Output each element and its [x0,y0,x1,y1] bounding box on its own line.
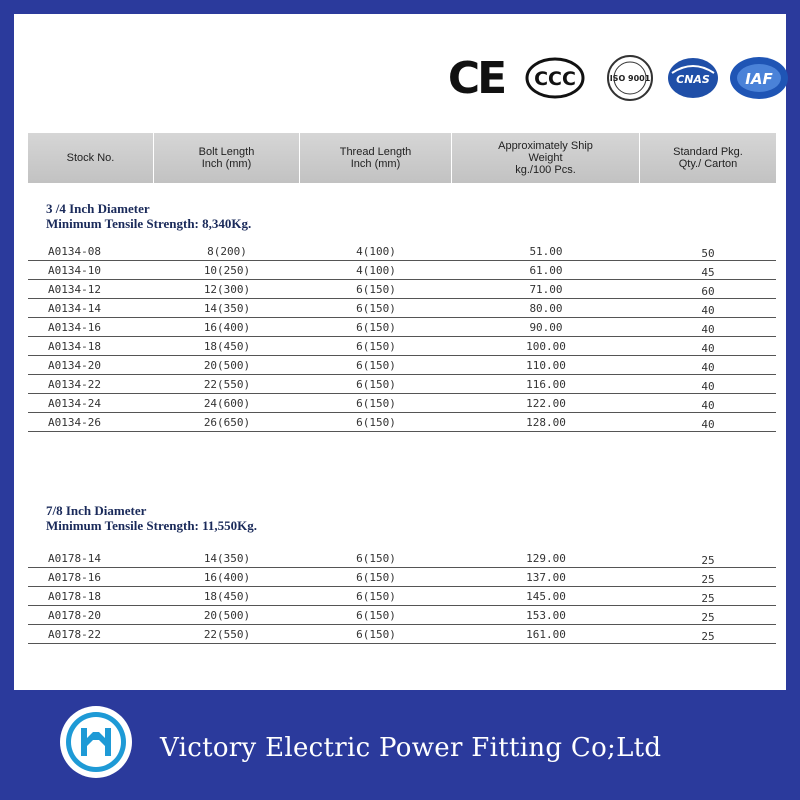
section-2-title: 7/8 Inch Diameter [46,503,147,518]
ship-weight-cell: 100.00 [526,340,566,353]
company-name: Victory Electric Power Fitting Co;Ltd [160,733,662,763]
ship-weight-cell: 116.00 [526,378,566,391]
stock-no-cell: A0134-16 [48,321,101,334]
stock-no-cell: A0178-20 [48,609,101,622]
thread-length-cell: 6(150) [356,397,396,410]
pkg-qty-cell: 25 [701,554,715,567]
stock-no-cell: A0134-14 [48,302,101,315]
ship-weight-cell: 128.00 [526,416,566,429]
stock-no-cell: A0178-18 [48,590,101,603]
table-row [28,587,776,606]
thread-length-cell: 4(100) [356,264,396,277]
stock-no-cell: A0178-16 [48,571,101,584]
ship-weight-cell: 122.00 [526,397,566,410]
pkg-qty-cell: 40 [701,304,715,317]
bolt-length-cell: 8(200) [207,245,247,258]
thread-length-cell: 6(150) [356,552,396,565]
table-header [28,133,776,183]
section-2-heading [46,503,257,533]
stock-no-cell: A0178-14 [48,552,101,565]
ship-weight-cell: 51.00 [529,245,563,258]
stock-no-cell: A0134-12 [48,283,101,296]
thread-length-cell: 6(150) [356,302,396,315]
ship-weight-cell: 90.00 [529,321,563,334]
header-stock-label: Stock No. [66,152,115,164]
header-bolt-line1: Bolt Length [198,146,255,158]
pkg-qty-cell: 25 [701,630,715,643]
ship-weight-cell: 145.00 [526,590,566,603]
thread-length-cell: 6(150) [356,321,396,334]
thread-length-cell: 4(100) [356,245,396,258]
pkg-qty-cell: 40 [701,361,715,374]
bolt-length-cell: 20(500) [203,609,251,622]
bolt-length-cell: 16(400) [203,321,251,334]
stock-no-cell: A0134-10 [48,264,101,277]
stock-no-cell: A0134-24 [48,397,101,410]
thread-length-cell: 6(150) [356,416,396,429]
bolt-length-cell: 14(350) [203,552,251,565]
bolt-length-cell: 24(600) [203,397,251,410]
thread-length-cell: 6(150) [356,571,396,584]
bolt-length-cell: 12(300) [203,283,251,296]
iso-9001-icon [604,54,656,102]
table-row [28,549,776,568]
bolt-length-cell: 22(550) [203,628,251,641]
pkg-qty-cell: 25 [701,592,715,605]
header-qty-line2: Qty./ Carton [678,158,738,170]
pkg-qty-cell: 40 [701,399,715,412]
pkg-qty-cell: 45 [701,266,715,279]
section-2-rows [28,549,776,644]
pkg-qty-cell: 40 [701,342,715,355]
table-row [28,375,776,394]
table-row [28,261,776,280]
iso-mark-label: ISO 9001 [609,74,651,83]
ship-weight-cell: 161.00 [526,628,566,641]
ship-weight-cell: 110.00 [526,359,566,372]
header-thread-length [300,133,452,183]
stock-no-cell: A0134-08 [48,245,101,258]
table-row [28,337,776,356]
bolt-length-cell: 10(250) [203,264,251,277]
pkg-qty-cell: 60 [701,285,715,298]
table-row [28,413,776,432]
section-1-rows [28,242,776,432]
iaf-mark-label: IAF [745,70,773,88]
table-row [28,568,776,587]
table-row [28,242,776,261]
pkg-qty-cell: 25 [701,611,715,624]
ce-mark-icon [448,54,504,102]
thread-length-cell: 6(150) [356,359,396,372]
thread-length-cell: 6(150) [356,378,396,391]
ship-weight-cell: 137.00 [526,571,566,584]
stock-no-cell: A0178-22 [48,628,101,641]
stock-no-cell: A0134-26 [48,416,101,429]
bolt-length-cell: 16(400) [203,571,251,584]
pkg-qty-cell: 40 [701,418,715,431]
table-row [28,356,776,375]
thread-length-cell: 6(150) [356,340,396,353]
cnas-mark-icon [666,54,720,102]
header-thread-line2: Inch (mm) [350,158,401,170]
thread-length-cell: 6(150) [356,609,396,622]
bolt-length-cell: 18(450) [203,340,251,353]
thread-length-cell: 6(150) [356,283,396,296]
iaf-mark-icon [728,54,790,102]
header-standard-pkg [640,133,776,183]
table-row [28,280,776,299]
company-logo-icon [60,706,132,778]
bolt-length-cell: 26(650) [203,416,251,429]
header-qty-line1: Standard Pkg. [673,146,743,158]
table-row [28,606,776,625]
header-thread-line1: Thread Length [339,146,412,158]
bolt-length-cell: 14(350) [203,302,251,315]
header-stock-no [28,133,154,183]
ce-mark-label: CE [447,52,505,104]
table-row [28,318,776,337]
thread-length-cell: 6(150) [356,590,396,603]
stock-no-cell: A0134-20 [48,359,101,372]
header-weight-line2: Weight [528,152,563,164]
ccc-mark-icon [524,54,586,102]
stock-no-cell: A0134-18 [48,340,101,353]
table-row [28,625,776,644]
section-1-heading [46,201,251,231]
thread-length-cell: 6(150) [356,628,396,641]
pkg-qty-cell: 50 [701,247,715,260]
ship-weight-cell: 80.00 [529,302,563,315]
section-1-subtitle: Minimum Tensile Strength: 8,340Kg. [46,216,252,231]
bolt-length-cell: 22(550) [203,378,251,391]
spec-sheet [14,14,786,690]
bolt-length-cell: 18(450) [203,590,251,603]
stock-no-cell: A0134-22 [48,378,101,391]
ship-weight-cell: 129.00 [526,552,566,565]
cnas-mark-label: CNAS [676,73,710,86]
header-weight-line3: kg./100 Pcs. [515,164,576,176]
ship-weight-cell: 71.00 [529,283,563,296]
table-row [28,394,776,413]
section-1-title: 3 /4 Inch Diameter [46,201,150,216]
header-bolt-line2: Inch (mm) [201,158,252,170]
ccc-mark-label: CCC [534,68,576,90]
header-bolt-length [154,133,300,183]
certification-logos [434,54,794,106]
pkg-qty-cell: 25 [701,573,715,586]
ship-weight-cell: 153.00 [526,609,566,622]
pkg-qty-cell: 40 [701,380,715,393]
bolt-length-cell: 20(500) [203,359,251,372]
section-2-subtitle: Minimum Tensile Strength: 11,550Kg. [46,518,258,533]
table-row [28,299,776,318]
header-ship-weight [452,133,640,183]
pkg-qty-cell: 40 [701,323,715,336]
header-weight-line1: Approximately Ship [498,140,593,152]
ship-weight-cell: 61.00 [529,264,563,277]
